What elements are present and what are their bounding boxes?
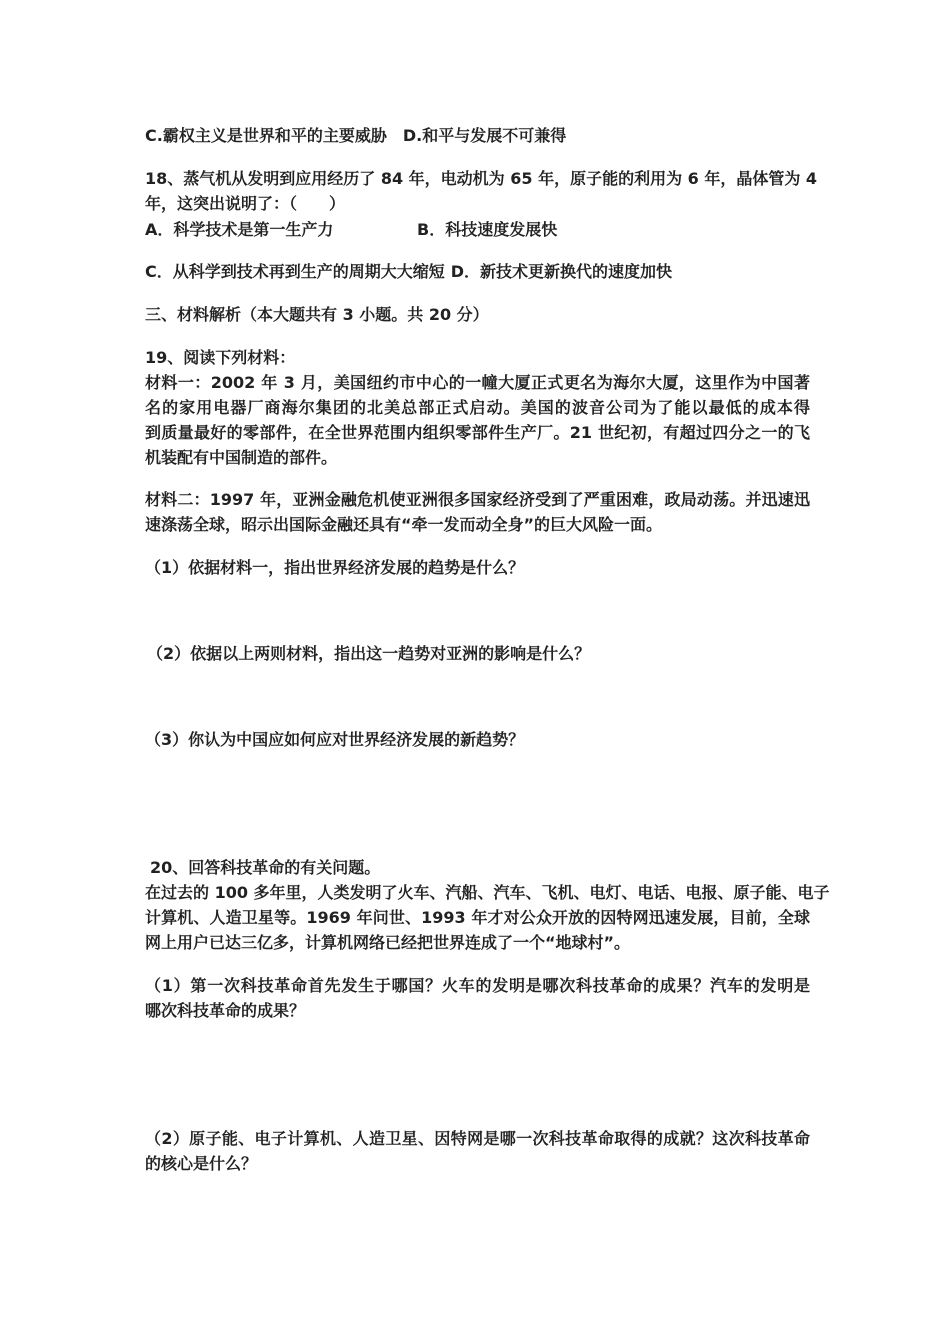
q19-material2-line2: 速涤荡全球，昭示出国际金融还具有“牵一发而动全身”的巨大风险一面。 <box>145 515 663 534</box>
q19-subquestion-2: （2）依据以上两则材料，指出这一趋势对亚洲的影响是什么？ <box>147 644 591 663</box>
q20-intro: 20、回答科技革命的有关问题。 <box>150 858 381 877</box>
q19-subquestion-1: （1）依据材料一，指出世界经济发展的趋势是什么？ <box>145 558 525 577</box>
q19-material1-line2: 名的家用电器厂商海尔集团的北美总部正式启动。美国的波音公司为了能以最低的成本得 <box>145 398 810 417</box>
q18-stem-line1: 18、蒸气机从发明到应用经历了 84 年，电动机为 65 年，原子能的利用为 6 年，晶体管为 4 <box>145 169 818 188</box>
q18-option-d: D．新技术更新换代的速度加快 <box>450 262 673 281</box>
q20-paragraph-line1: 在过去的 100 多年里，人类发明了火车、汽船、汽车、飞机、电灯、电话、电报、原子能、电子 <box>145 883 830 902</box>
q19-material1-line3: 到质量最好的零部件，在全世界范围内组织零部件生产厂。21 世纪初，有超过四分之一的飞 <box>145 423 810 442</box>
q18-option-c: C．从科学到技术再到生产的周期大大缩短 <box>145 262 445 281</box>
q20-subquestion-1-line1: （1）第一次科技革命首先发生于哪国？火车的发明是哪次科技革命的成果？汽车的发明是 <box>145 976 810 995</box>
q18-option-a: A．科学技术是第一生产力 <box>145 220 334 239</box>
q18-stem-line2: 年，这突出说明了：（ ） <box>145 194 346 213</box>
q17-option-c: C.霸权主义是世界和平的主要威胁 <box>145 126 387 145</box>
q19-material1-line4: 机装配有中国制造的部件。 <box>145 448 338 467</box>
q18-option-b: B．科技速度发展快 <box>417 220 558 239</box>
q19-subquestion-3: （3）你认为中国应如何应对世界经济发展的新趋势？ <box>145 730 525 749</box>
q17-options-cd <box>145 125 810 147</box>
q19-material2-line1: 材料二：1997 年，亚洲金融危机使亚洲很多国家经济受到了严重困难，政局动荡。并迅速迅 <box>145 490 810 509</box>
q20-subquestion-2-line1: （2）原子能、电子计算机、人造卫星、因特网是哪一次科技革命取得的成就？这次科技革命 <box>145 1129 810 1148</box>
q18-options-ab <box>145 219 810 241</box>
section-heading: 三、材料解析（本大题共有 3 小题。共 20 分） <box>145 305 489 324</box>
q20-paragraph-line2: 计算机、人造卫星等。1969 年问世、1993 年才对公众开放的因特网迅速发展，目前，全球 <box>145 908 810 927</box>
q20-subquestion-2-line2: 的核心是什么？ <box>145 1154 258 1173</box>
q20-paragraph-line3: 网上用户已达三亿多，计算机网络已经把世界连成了一个“地球村”。 <box>145 933 631 952</box>
q19-material1-line1: 材料一：2002 年 3 月，美国纽约市中心的一幢大厦正式更名为海尔大厦，这里作为中国著 <box>145 373 810 392</box>
q20-subquestion-1-line2: 哪次科技革命的成果？ <box>145 1001 306 1020</box>
q19-intro: 19、阅读下列材料： <box>145 348 296 367</box>
q17-option-d: D.和平与发展不可兼得 <box>402 126 567 145</box>
q18-options-cd <box>145 261 810 283</box>
